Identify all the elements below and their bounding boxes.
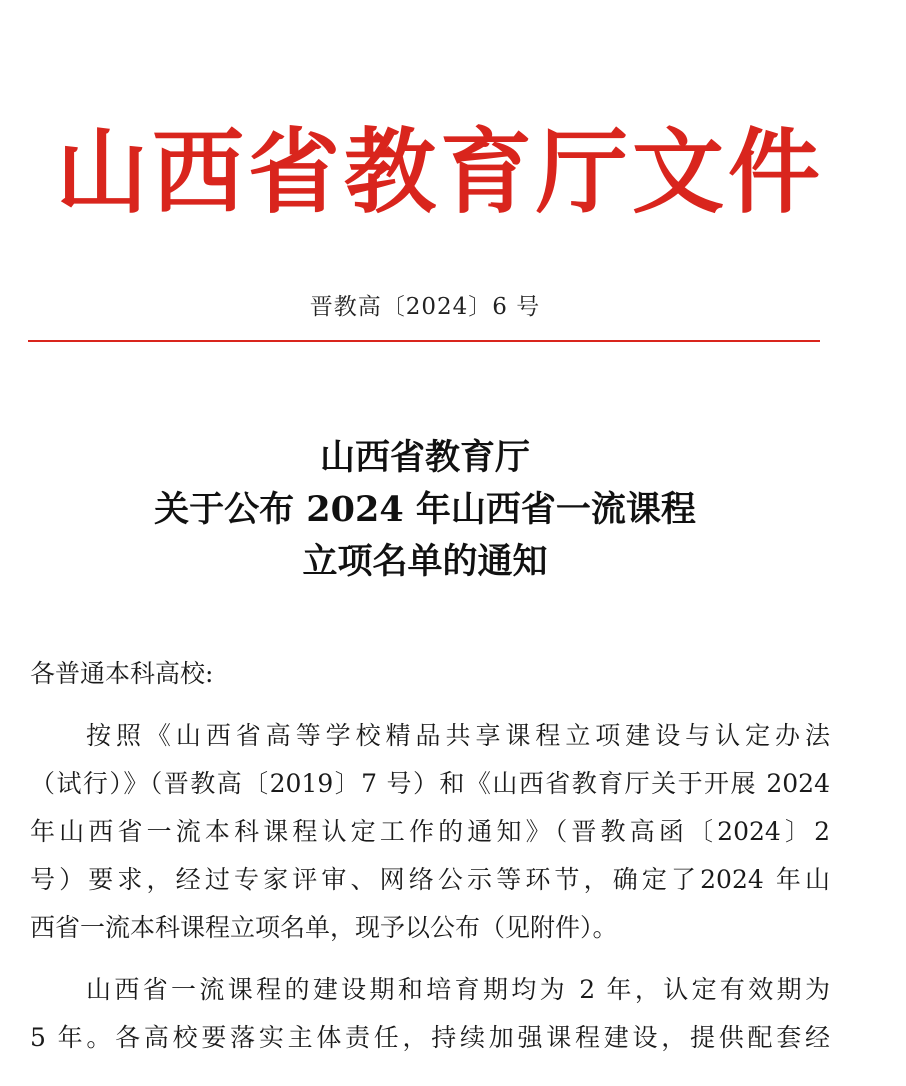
masthead-title: 山西省教育厅文件 [55,119,824,226]
notice-body [30,650,830,1062]
red-divider [28,340,820,342]
paragraph-line: 5 年。各高校要落实主体责任，持续加强课程建设，提供配套经 [30,1023,830,1052]
paragraph-line: 号）要求，经过专家评审、网络公示等环节，确定了2024 年山 [30,865,830,894]
salutation: 各普通本科高校: [30,659,214,688]
notice-title-line-2: 关于公布 2024 年山西省一流课程 [154,489,696,530]
notice-title-line-3: 立项名单的通知 [302,541,548,582]
paragraph-line: 按照《山西省高等学校精品共享课程立项建设与认定办法 [86,721,830,750]
paragraph-2 [30,966,830,1062]
paragraph-line: 西省一流本科课程立项名单，现予以公布（见附件）。 [30,913,618,942]
notice-title [0,432,850,588]
paragraph-1 [30,712,830,952]
notice-title-line-1: 山西省教育厅 [319,437,530,478]
paragraph-line: 年山西省一流本科课程认定工作的通知》（晋教高函〔2024〕2 [30,817,830,846]
paragraph-line: 山西省一流课程的建设期和培育期均为 2 年，认定有效期为 [86,975,830,1004]
paragraph-line: （试行）》（晋教高〔2019〕7 号）和《山西省教育厅关于开展 2024 [30,769,830,798]
document-number: 晋教高〔2024〕6 号 [309,294,541,320]
